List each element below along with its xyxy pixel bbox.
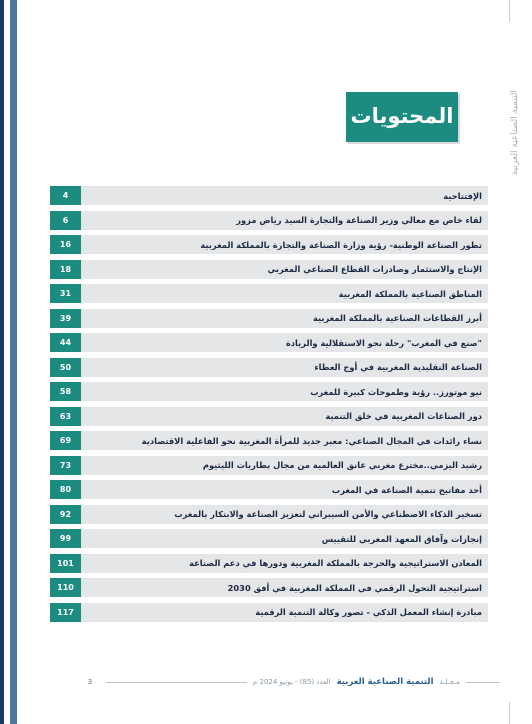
toc-page-number: 110 (50, 578, 81, 597)
toc-page-number: 39 (50, 309, 81, 328)
toc-entry-title: استراتيجية التحول الرقمي في المملكة المغربية في أفق 2030 (81, 578, 488, 597)
toc-page-number: 18 (50, 260, 81, 279)
footer (80, 675, 500, 689)
toc-row[interactable] (50, 260, 488, 279)
toc-row[interactable] (50, 505, 488, 524)
toc-page-number: 63 (50, 407, 81, 426)
toc-entry-title: الصناعة التقليدية المغربية في أوج العطاء (81, 358, 488, 377)
toc-entry-title: إنجازات وآفاق المعهد المغربي للتقييس (81, 529, 488, 548)
toc-page-number: 4 (50, 186, 81, 205)
toc-page-number: 101 (50, 554, 81, 573)
contents-title-box (346, 92, 458, 142)
footer-short-rule (466, 682, 500, 683)
toc-entry-title: مبادرة إنشاء المعمل الذكي - تصور وكالة التنمية الرقمية (81, 603, 488, 622)
page-title: المحتويات (350, 104, 454, 128)
footer-issue: العدد (85) - يونيو 2024 م (252, 678, 331, 686)
toc-entry-title: لقاء خاص مع معالي وزير الصناعة والتجارة السيد رياض مزور (81, 211, 488, 230)
toc-page-number: 117 (50, 603, 81, 622)
vertical-brand-text: التنمية الصناعية العربية (510, 90, 520, 176)
table-of-contents (50, 186, 488, 627)
footer-rule (106, 682, 247, 683)
toc-page-number: 44 (50, 333, 81, 352)
toc-page-number: 69 (50, 431, 81, 450)
toc-page-number: 80 (50, 480, 81, 499)
toc-row[interactable] (50, 211, 488, 230)
toc-entry-title: الإنتاج والاستثمار وصادرات القطاع الصناعي المغربي (81, 260, 488, 279)
left-decor-bar-light (10, 0, 17, 724)
toc-entry-title: "صنع في المغرب" رحلة نحو الاستقلالية والريادة (81, 333, 488, 352)
toc-row[interactable] (50, 578, 488, 597)
toc-row[interactable] (50, 529, 488, 548)
toc-page-number: 16 (50, 235, 81, 254)
footer-magazine-word: مـجـلـة (439, 678, 460, 686)
toc-entry-title: تسخير الذكاء الاصطناعي والأمن السيبراني لتعزيز الصناعة والابتكار بالمغرب (81, 505, 488, 524)
toc-row[interactable] (50, 235, 488, 254)
toc-page-number: 58 (50, 382, 81, 401)
toc-entry-title: نساء رائدات في المجال الصناعي: معبر جديد للمرأة المغربية نحو الفاعلية الاقتصادية (81, 431, 488, 450)
toc-entry-title: المناطق الصناعية بالمملكة المغربية (81, 284, 488, 303)
toc-entry-title: الإفتتاحية (81, 186, 488, 205)
toc-row[interactable] (50, 358, 488, 377)
toc-entry-title: أبرز القطاعات الصناعية بالمملكة المغربية (81, 309, 488, 328)
toc-row[interactable] (50, 333, 488, 352)
toc-page-number: 92 (50, 505, 81, 524)
toc-row[interactable] (50, 382, 488, 401)
crop-mark-bottom (509, 702, 522, 724)
toc-entry-title: دور الصناعات المغربية في خلق التنمية (81, 407, 488, 426)
toc-row[interactable] (50, 309, 488, 328)
toc-entry-title: رشيد اليزمي..مخترع مغربي عانق العالمية من مجال بطاريات الليثيوم (81, 456, 488, 475)
toc-page-number: 6 (50, 211, 81, 230)
toc-row[interactable] (50, 554, 488, 573)
toc-entry-title: أحد مفاتيح تنمية الصناعة في المغرب (81, 480, 488, 499)
toc-row[interactable] (50, 480, 488, 499)
toc-row[interactable] (50, 186, 488, 205)
toc-page-number: 31 (50, 284, 81, 303)
toc-page-number: 99 (50, 529, 81, 548)
toc-entry-title: تطور الصناعة الوطنية- رؤية وزارة الصناعة والتجارة بالمملكة المغربية (81, 235, 488, 254)
toc-row[interactable] (50, 284, 488, 303)
toc-row[interactable] (50, 407, 488, 426)
toc-entry-title: المعادن الاستراتيجية والحرجة بالمملكة المغربية ودورها في دعم الصناعة (81, 554, 488, 573)
crop-mark-top (509, 0, 522, 22)
footer-magazine-name: التنمية الصناعية العربية (336, 677, 434, 687)
toc-page-number: 73 (50, 456, 81, 475)
toc-entry-title: نيو موتورز.. رؤية وطموحات كبيرة للمغرب (81, 382, 488, 401)
toc-row[interactable] (50, 456, 488, 475)
toc-row[interactable] (50, 603, 488, 622)
left-decor-bar-dark (0, 0, 4, 724)
footer-page-number: 3 (87, 678, 93, 686)
toc-page-number: 50 (50, 358, 81, 377)
toc-row[interactable] (50, 431, 488, 450)
